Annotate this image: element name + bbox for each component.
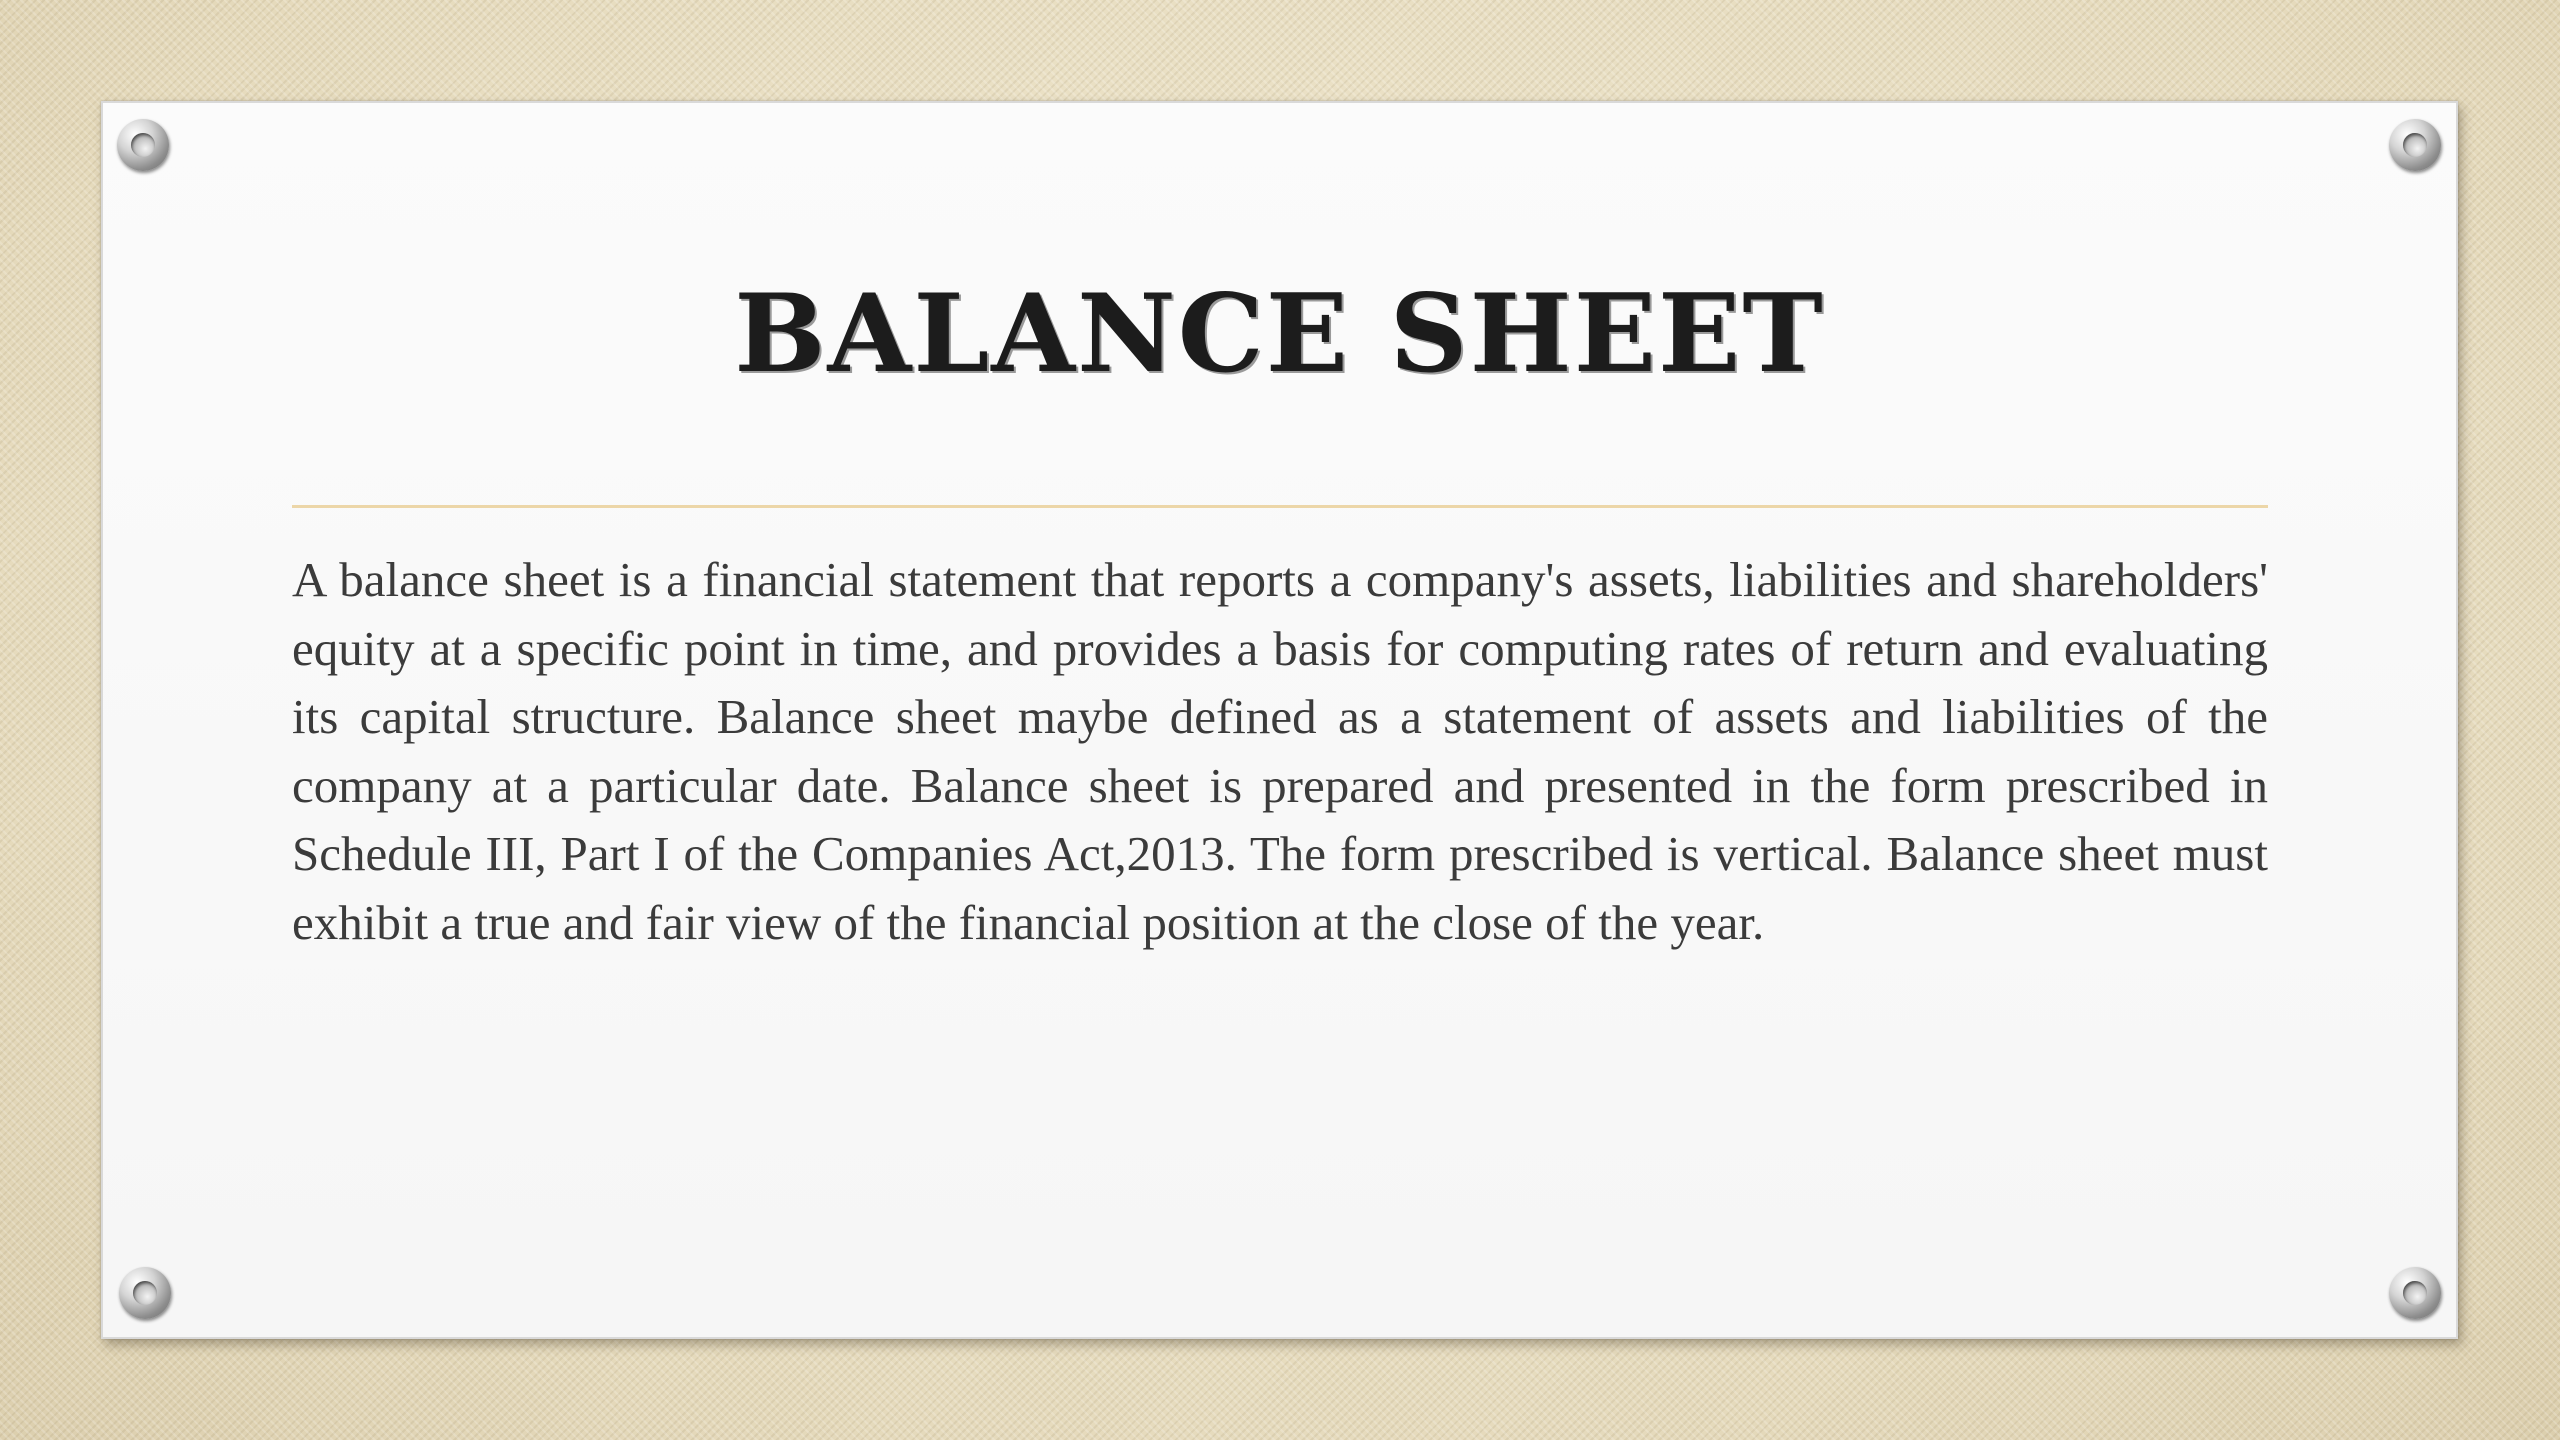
grommet-bottom-left-icon [119, 1267, 171, 1319]
grommet-top-right-icon [2389, 119, 2441, 171]
slide-body-text: A balance sheet is a financial statement that reports a company's assets, liabilities and shareholders' equity at a specific point in time, and provides a basis for computing rates of return and evaluating its capital structure. Balance sheet maybe defined as a statement of assets and liabilities of the company at a particular date. Balance sheet is prepared and presented in the form prescribed in Schedule III, Part I of the Companies Act,2013. The form prescribed is vertical. Balance sheet must exhibit a true and fair view of the financial position at the close of the year. [292, 552, 2268, 950]
slide-title: BALANCE SHEET [734, 271, 1825, 397]
grommet-bottom-right-icon [2389, 1267, 2441, 1319]
grommet-top-left-icon [117, 119, 169, 171]
title-divider [292, 505, 2268, 508]
